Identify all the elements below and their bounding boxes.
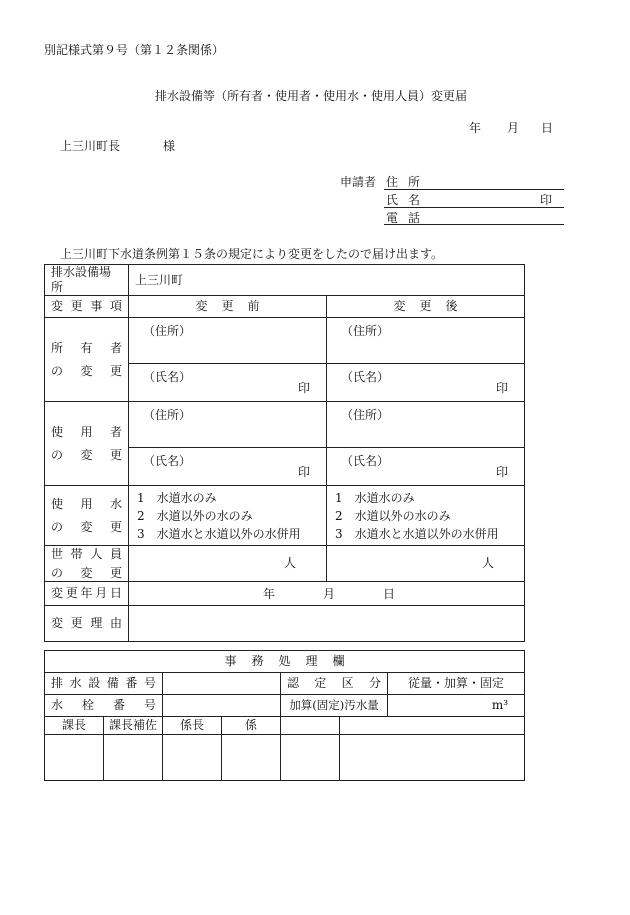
role-header-2: 課長補佐: [104, 717, 163, 735]
owner-after-address[interactable]: （住所）: [327, 318, 525, 364]
owner-before-address[interactable]: （住所）: [129, 318, 327, 364]
owner-change-label: 所 有 者 の 変 更: [45, 318, 129, 402]
owner-before-seal: 印: [297, 381, 310, 395]
applicant-name-field[interactable]: [384, 207, 564, 208]
applicant-address-field[interactable]: [384, 189, 564, 190]
change-date-day: 日: [383, 586, 396, 601]
stamp-box-2[interactable]: [104, 735, 163, 781]
date-day-label: 日: [541, 121, 554, 135]
role-header-3: 係長: [163, 717, 222, 735]
change-form-table: [44, 264, 525, 642]
applicant-seal: 印: [540, 193, 553, 207]
sewage-volume-field[interactable]: [388, 695, 525, 717]
role-header-5: [281, 717, 340, 735]
form-title: 排水設備等（所有者・使用者・使用水・使用人員）変更届: [155, 89, 468, 103]
date-month-label: 月: [507, 121, 520, 135]
water-before-options[interactable]: [129, 486, 327, 546]
user-after-name[interactable]: （氏名） 印: [327, 448, 525, 486]
household-change-label: 世 帯 人 員 の 変 更: [45, 546, 129, 582]
change-item-label: 変 更 事 項: [45, 296, 129, 318]
date-year-label: 年: [469, 121, 482, 135]
user-change-label: 使 用 者 の 変 更: [45, 402, 129, 486]
applicant-label: 申請者: [340, 175, 377, 189]
water-before-option-3[interactable]: 3 水道水と水道以外の水併用: [137, 526, 301, 541]
water-before-option-2[interactable]: 2 水道以外の水のみ: [137, 508, 253, 523]
household-before[interactable]: 人: [129, 546, 327, 582]
user-before-seal: 印: [297, 465, 310, 479]
user-before-address[interactable]: （住所）: [129, 402, 327, 448]
water-after-option-3[interactable]: 3 水道水と水道以外の水併用: [335, 526, 499, 541]
owner-after-seal: 印: [496, 381, 509, 395]
change-date-year: 年: [263, 586, 276, 601]
facility-number-field[interactable]: [163, 673, 281, 695]
stamp-box-6[interactable]: [340, 735, 525, 781]
after-header: 変 更 後: [327, 296, 525, 318]
change-date-month: 月: [323, 586, 336, 601]
reason-label: 変 更 理 由: [45, 606, 129, 642]
applicant-phone-field[interactable]: [384, 224, 564, 225]
location-value[interactable]: 上三川町: [129, 265, 525, 296]
role-header-1: 課長: [45, 717, 104, 735]
addressee: 上三川町長: [60, 139, 121, 153]
stamp-box-3[interactable]: [163, 735, 222, 781]
user-after-address[interactable]: （住所）: [327, 402, 525, 448]
role-header-6: [340, 717, 525, 735]
sewage-volume-label: 加算(固定)汚水量: [281, 695, 388, 717]
water-after-options[interactable]: [327, 486, 525, 546]
applicant-address-label: 住 所: [386, 175, 420, 189]
change-date-field[interactable]: [129, 582, 525, 606]
water-after-option-1[interactable]: 1 水道水のみ: [335, 490, 415, 505]
sewage-volume-unit: m³: [491, 698, 509, 712]
stamp-box-5[interactable]: [281, 735, 340, 781]
change-date-label: 変 更 年 月 日: [45, 582, 129, 606]
applicant-phone-label: 電 話: [386, 211, 420, 225]
before-header: 変 更 前: [129, 296, 327, 318]
water-after-option-2[interactable]: 2 水道以外の水のみ: [335, 508, 451, 523]
stamp-box-1[interactable]: [45, 735, 104, 781]
intro-text: 上三川町下水道条例第１５条の規定により変更をしたので届け出ます。: [60, 247, 444, 261]
form-number: 別記様式第９号（第１２条関係）: [44, 43, 225, 57]
owner-after-name[interactable]: （氏名） 印: [327, 364, 525, 402]
user-after-seal: 印: [496, 465, 509, 479]
applicant-name-label: 氏 名: [386, 193, 420, 207]
stamp-box-4[interactable]: [222, 735, 281, 781]
role-header-4: 係: [222, 717, 281, 735]
office-processing-table: [44, 650, 525, 781]
user-before-name[interactable]: （氏名） 印: [129, 448, 327, 486]
office-title: 事 務 処 理 欄: [45, 651, 525, 673]
hydrant-number-field[interactable]: [163, 695, 281, 717]
water-before-option-1[interactable]: 1 水道水のみ: [137, 490, 217, 505]
certification-value[interactable]: 従量・加算・固定: [388, 673, 525, 695]
hydrant-number-label: 水 栓 番 号: [45, 695, 163, 717]
facility-number-label: 排 水 設 備 番 号: [45, 673, 163, 695]
certification-label: 認 定 区 分: [281, 673, 388, 695]
reason-field[interactable]: [129, 606, 525, 642]
honorific: 様: [163, 139, 176, 153]
water-change-label: 使 用 水 の 変 更: [45, 486, 129, 546]
location-label: 排水設備場所: [45, 265, 129, 296]
household-after[interactable]: 人: [327, 546, 525, 582]
owner-before-name[interactable]: （氏名） 印: [129, 364, 327, 402]
